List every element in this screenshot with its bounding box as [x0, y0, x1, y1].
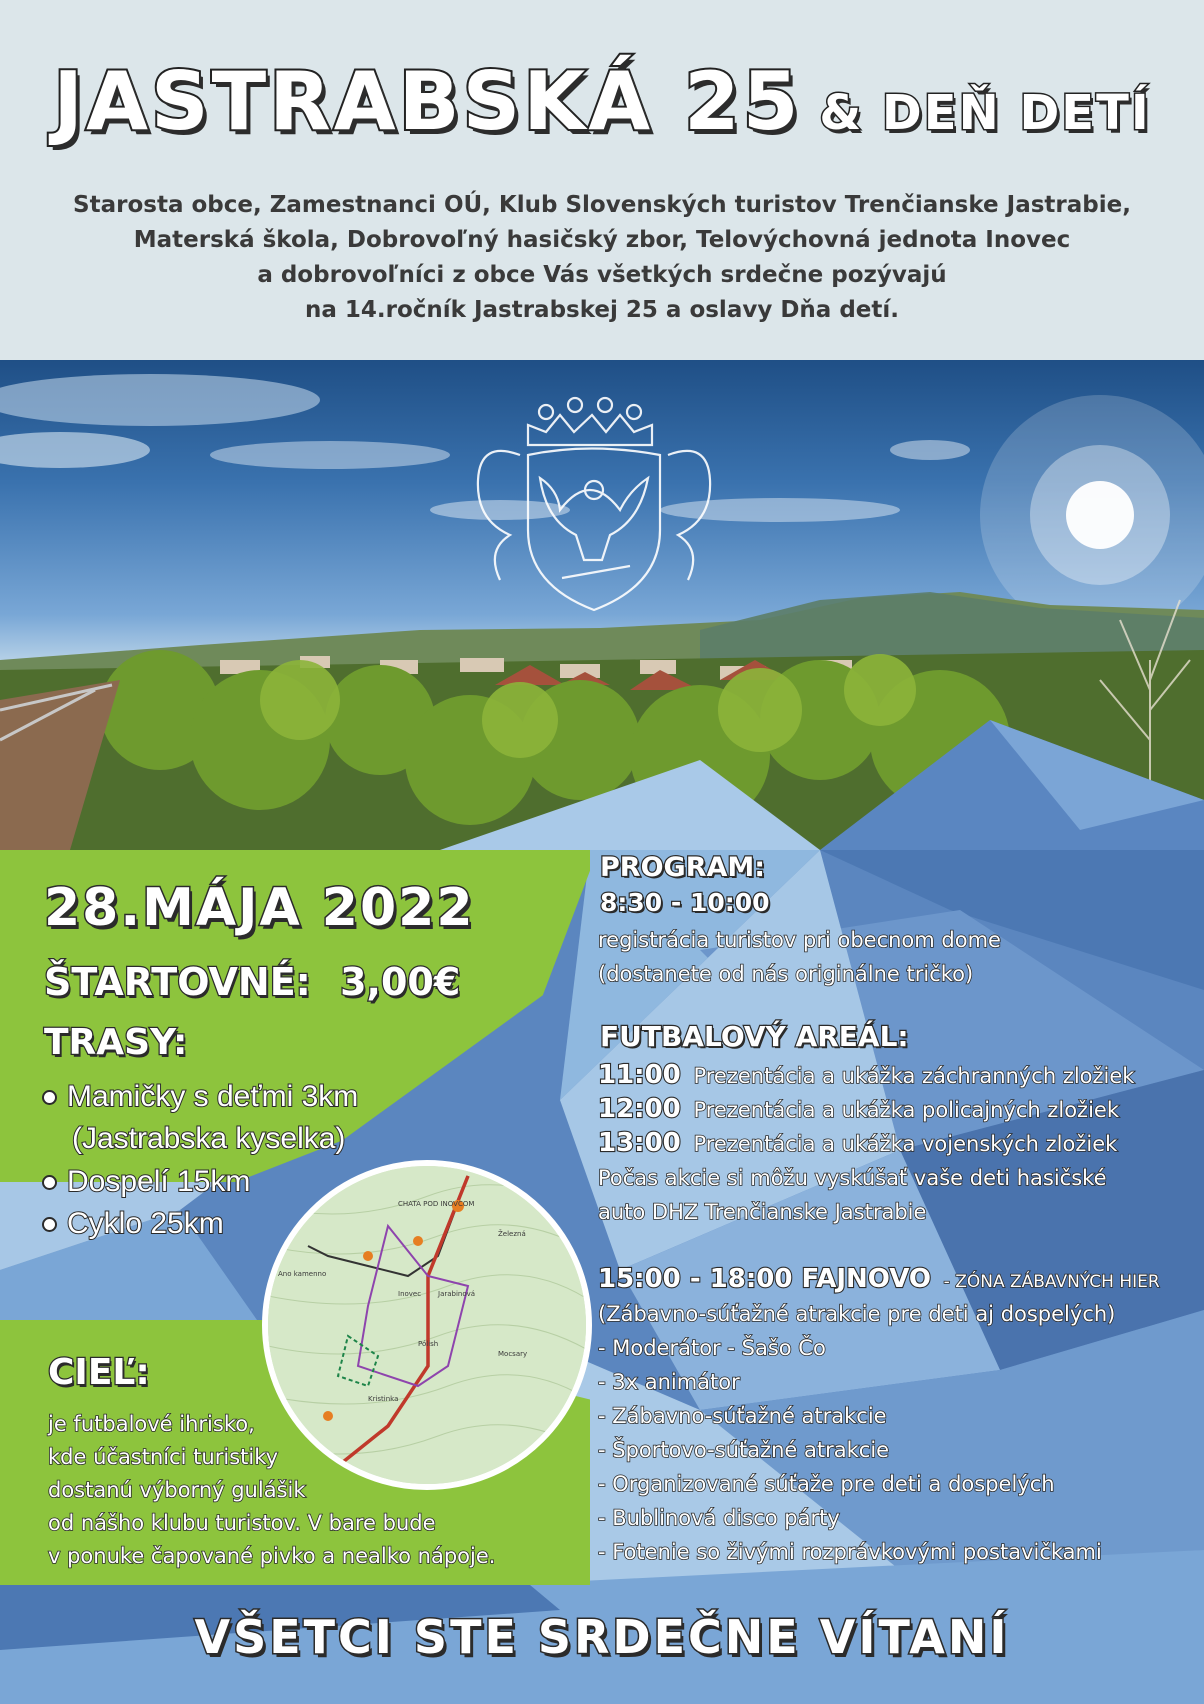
route-item [42, 1080, 358, 1114]
bullet-icon [42, 1090, 57, 1105]
bullet-icon [42, 1175, 57, 1190]
route-label: Dospelí 15km [67, 1165, 251, 1198]
fun-zone-label: - ZÓNA ZÁBAVNÝCH HIER [943, 1272, 1160, 1292]
intro-line: Starosta obce, Zamestnanci OÚ, Klub Slovenských turistov Trenčianske Jastrabie, [73, 192, 1131, 218]
goal-line: je futbalové ihrisko, [48, 1412, 255, 1436]
entry-fee [44, 960, 460, 1004]
program-item [598, 1094, 1119, 1124]
program-line: auto DHZ Trenčianske Jastrabie [598, 1200, 927, 1224]
intro-line: Materská škola, Dobrovoľný hasičský zbor, Telovýchovná jednota Inovec [133, 227, 1071, 253]
program-line: - Organizované súťaže pre deti a dospelých [598, 1472, 1055, 1496]
title-sub: & DEŇ DETÍ [819, 85, 1151, 141]
football-title: FUTBALOVÝ AREÁL: [600, 1020, 909, 1053]
footer-welcome: VŠETCI STE SRDEČNE VÍTANÍ [194, 1610, 1010, 1664]
event-date: 28.MÁJA 2022 [44, 878, 475, 938]
program-line: registrácia turistov pri obecnom dome [598, 928, 1001, 952]
route-label: Mamičky s deťmi 3km [67, 1080, 359, 1113]
goal-title: CIEĽ: [48, 1352, 150, 1393]
fun-time: 15:00 - 18:00 FAJNOVO [598, 1264, 931, 1294]
program-item [598, 1128, 1117, 1158]
goal-line: dostanú výborný gulášik [48, 1478, 306, 1502]
map-label: CHATA POD INOVCOM [398, 1200, 475, 1208]
routes-title: TRASY: [44, 1022, 188, 1063]
goal-line: kde účastníci turistiky [48, 1445, 279, 1469]
program-line: Počas akcie si môžu vyskúšať vaše deti hasičské [598, 1166, 1107, 1190]
landscape-illustration [0, 360, 1204, 850]
program-line: (dostanete od nás originálne tričko) [598, 962, 974, 986]
map-label: Ano kamenno [278, 1270, 327, 1278]
program-time: 11:00 [598, 1060, 681, 1090]
intro-text [40, 188, 1164, 328]
program-text: Prezentácia a ukážka policajných zložiek [693, 1098, 1120, 1122]
map-label: Jarabinová [438, 1290, 476, 1298]
program-text: Prezentácia a ukážka záchranných zložiek [693, 1064, 1135, 1088]
header [0, 0, 1204, 360]
route-label: Cyklo 25km [67, 1207, 224, 1240]
map-label: Mocsary [498, 1350, 528, 1358]
map-label: Inovec [398, 1290, 422, 1298]
program-line: - Športovo-súťažné atrakcie [598, 1438, 890, 1462]
registration-time: 8:30 - 10:00 [600, 888, 770, 917]
map-label: Železná [498, 1230, 526, 1238]
route-label: (Jastrabska kyselka) [72, 1122, 346, 1155]
program-text: Prezentácia a ukážka vojenských zložiek [693, 1132, 1118, 1156]
title-main: JASTRABSKÁ 25 [53, 55, 802, 148]
map-label: Pólish [418, 1340, 439, 1348]
route-item [42, 1165, 250, 1199]
program-line: - Bublinová disco párty [598, 1506, 840, 1530]
program-item [598, 1060, 1134, 1090]
landscape-photo [0, 360, 1204, 850]
program-line: - 3x animátor [598, 1370, 740, 1394]
program-title: PROGRAM: [600, 852, 766, 883]
program-line: (Zábavno-súťažné atrakcie pre deti aj dospelých) [598, 1302, 1116, 1326]
program-time: 12:00 [598, 1094, 681, 1124]
goal-line: v ponuke čapované pivko a nealko nápoje. [48, 1544, 496, 1568]
page-title [0, 55, 1204, 148]
route-item [42, 1207, 224, 1241]
fee-value: 3,00€ [340, 960, 461, 1004]
fun-zone-heading [598, 1264, 1160, 1294]
program-line: - Moderátor - Šašo Čo [598, 1336, 826, 1360]
program-line: - Zábavno-súťažné atrakcie [598, 1404, 887, 1428]
route-note [72, 1122, 345, 1156]
bullet-icon [42, 1217, 57, 1232]
intro-line: na 14.ročník Jastrabskej 25 a oslavy Dňa detí. [304, 297, 900, 323]
program-time: 13:00 [598, 1128, 681, 1158]
fee-label: ŠTARTOVNÉ: [44, 960, 311, 1004]
map-label: Kristinka [368, 1395, 399, 1403]
program-line: - Fotenie so živými rozprávkovými postavičkami [598, 1540, 1102, 1564]
goal-line: od nášho klubu turistov. V bare bude [48, 1511, 436, 1535]
intro-line: a dobrovoľníci z obce Vás všetkých srdečne pozývajú [257, 262, 947, 288]
goal-text [48, 1408, 495, 1573]
